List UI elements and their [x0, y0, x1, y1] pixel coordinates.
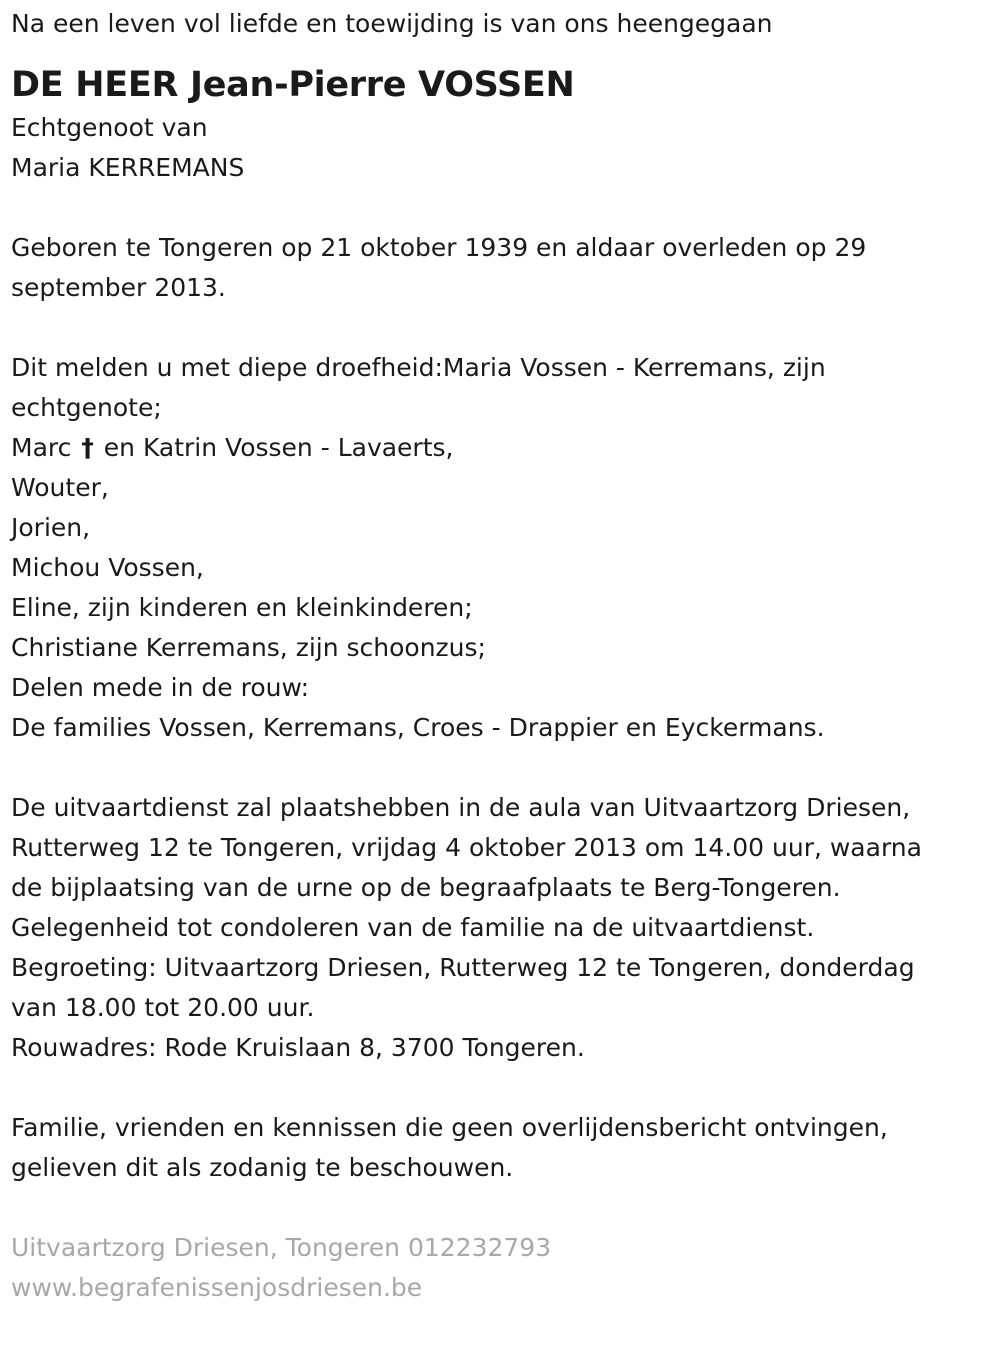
birth-death-line: september 2013. — [11, 273, 226, 302]
spouse-label: Echtgenoot van — [11, 113, 208, 142]
spouse-name: Maria KERREMANS — [11, 153, 245, 182]
death-notice — [11, 4, 986, 1308]
mourner-marc-name: Marc — [11, 433, 72, 462]
spacer — [11, 748, 986, 788]
funeral-home-credit: Uitvaartzorg Driesen, Tongeren 012232793 — [11, 1233, 552, 1262]
mourners-intro-line: Dit melden u met diepe droefheid:Maria Vossen - Kerremans, zijn — [11, 353, 826, 382]
mourner-katrin-name: en Katrin Vossen - Lavaerts, — [103, 433, 454, 462]
spacer — [11, 308, 986, 348]
service-line: de bijplaatsing van de urne op de begraafplaats te Berg-Tongeren. — [11, 873, 841, 902]
service-line: Begroeting: Uitvaartzorg Driesen, Rutterweg 12 te Tongeren, donderdag — [11, 953, 915, 982]
mourner-line: Eline, zijn kinderen en kleinkinderen; — [11, 593, 473, 622]
mourner-marc-line — [11, 428, 986, 468]
mourner-line: Michou Vossen, — [11, 553, 204, 582]
service-line: Gelegenheid tot condoleren van de familie na de uitvaartdienst. — [11, 913, 815, 942]
mourner-line: Delen mede in de rouw: — [11, 673, 309, 702]
spacer — [11, 1068, 986, 1108]
birth-death-line: Geboren te Tongeren op 21 oktober 1939 en aldaar overleden op 29 — [11, 233, 867, 262]
funeral-home-website: www.begrafenissenjosdriesen.be — [11, 1273, 423, 1302]
mourner-line: Jorien, — [11, 513, 91, 542]
service-line: De uitvaartdienst zal plaatshebben in de aula van Uitvaartzorg Driesen, — [11, 793, 911, 822]
spacer — [11, 1188, 986, 1228]
mourner-line: De families Vossen, Kerremans, Croes - Drappier en Eyckermans. — [11, 713, 825, 742]
service-line: Rutterweg 12 te Tongeren, vrijdag 4 oktober 2013 om 14.00 uur, waarna — [11, 833, 922, 862]
mourners-intro-line: echtgenote; — [11, 393, 162, 422]
closing-line: Familie, vrienden en kennissen die geen overlijdensbericht ontvingen, — [11, 1113, 888, 1142]
service-line: Rouwadres: Rode Kruislaan 8, 3700 Tongeren. — [11, 1033, 585, 1062]
mourner-line: Wouter, — [11, 473, 109, 502]
service-line: van 18.00 tot 20.00 uur. — [11, 993, 315, 1022]
closing-line: gelieven dit als zodanig te beschouwen. — [11, 1153, 514, 1182]
intro-line: Na een leven vol liefde en toewijding is van ons heengegaan — [11, 9, 773, 38]
spacer — [11, 188, 986, 228]
mourner-line: Christiane Kerremans, zijn schoonzus; — [11, 633, 486, 662]
deceased-name: DE HEER Jean-Pierre VOSSEN — [11, 65, 575, 105]
cross-icon: † — [81, 433, 94, 462]
